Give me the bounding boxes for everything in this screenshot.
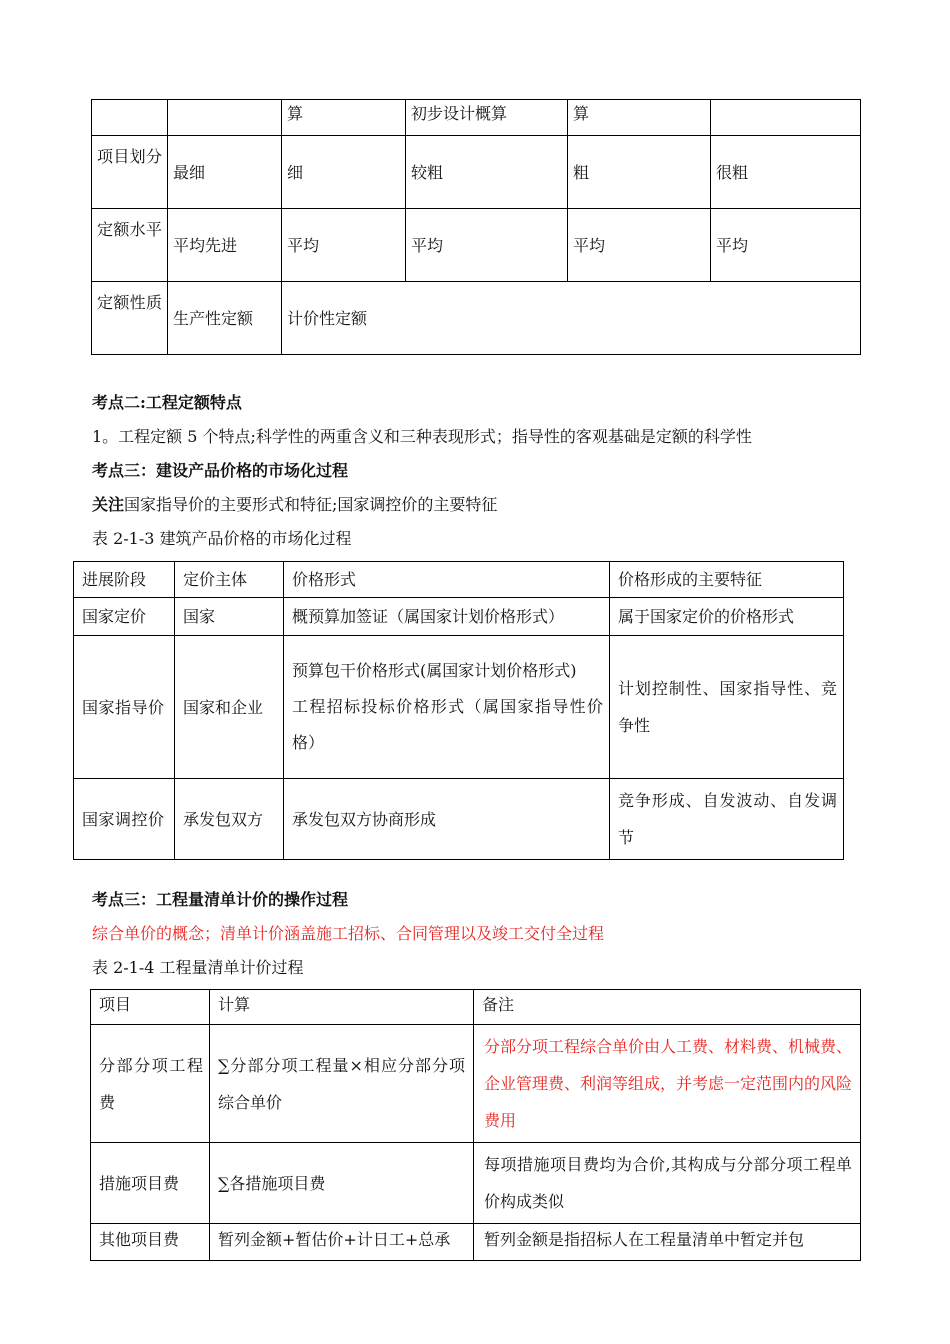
table-cell: 平均 [282,209,406,282]
bill-of-quantities-table [90,989,861,1261]
table-cell: 承发包双方协商形成 [284,779,610,860]
section-heading: 考点二:工程定额特点 [92,393,242,412]
paragraph: 1。工程定额 5 个特点;科学性的两重含义和三种表现形式；指导性的客观基础是定额的科学性 [92,427,752,446]
section-heading: 考点三：建设产品价格的市场化过程 [92,461,349,480]
column-header: 价格形式 [284,562,610,598]
table-row [74,598,844,636]
table-cell: 国家调控价 [74,779,175,860]
table-cell: 分部分项工程费 [91,1025,210,1143]
row-label: 定额水平 [92,209,168,282]
paragraph-text: 国家指导价的主要形式和特征;国家调控价的主要特征 [124,495,498,514]
quota-comparison-table [91,99,861,355]
table-row [91,1224,861,1261]
table-row [74,636,844,779]
table-cell: 平均先进 [168,209,282,282]
table-cell: 平均 [406,209,568,282]
section-heading: 考点三：工程量清单计价的操作过程 [92,890,349,909]
table-cell: 计划控制性、国家指导性、竞争性 [610,636,844,779]
table-cell: 国家 [175,598,284,636]
table-row [91,1025,861,1143]
table-cell: 较粗 [406,136,568,209]
table-cell: 初步设计概算 [406,100,568,136]
table-row [92,136,861,209]
table-cell: 计价性定额 [282,282,861,355]
table-header-row [91,990,861,1025]
table-cell: ∑各措施项目费 [210,1143,474,1224]
price-form-line: 预算包干价格形式(属国家计划价格形式) [292,661,577,680]
table-cell: 平均 [568,209,711,282]
row-label: 项目划分 [92,136,168,209]
table-cell: 最细 [168,136,282,209]
price-form-line: 工程招标投标价格形式（属国家指导性价格） [292,697,603,752]
table-cell: 粗 [568,136,711,209]
table-cell: 国家和企业 [175,636,284,779]
table-cell [284,636,610,779]
table-cell: 暂列金额是指招标人在工程量清单中暂定并包 [474,1224,861,1261]
column-header: 价格形成的主要特征 [610,562,844,598]
table-cell [92,100,168,136]
table-cell: ∑分部分项工程量×相应分部分项综合单价 [210,1025,474,1143]
table-cell [711,100,861,136]
paragraph [92,488,497,522]
table-header-row [74,562,844,598]
column-header: 定价主体 [175,562,284,598]
table-cell: 属于国家定价的价格形式 [610,598,844,636]
table-cell: 算 [282,100,406,136]
column-header: 项目 [91,990,210,1025]
table-cell: 细 [282,136,406,209]
emphasis-text: 关注 [92,495,125,514]
table-cell: 其他项目费 [91,1224,210,1261]
row-label: 定额性质 [92,282,168,355]
table-row [91,1143,861,1224]
table-cell: 分部分项工程综合单价由人工费、材料费、机械费、企业管理费、利润等组成，并考虑一定范围内的风险费用 [474,1025,861,1143]
column-header: 备注 [474,990,861,1025]
table-cell: 竞争形成、自发波动、自发调节 [610,779,844,860]
table-row [74,779,844,860]
table-cell [168,100,282,136]
highlight-text: 综合单价的概念；清单计价涵盖施工招标、合同管理以及竣工交付全过程 [92,924,605,943]
table-row [92,100,861,136]
table-caption: 表 2-1-4 工程量清单计价过程 [92,958,304,977]
table-cell: 国家指导价 [74,636,175,779]
table-cell: 每项措施项目费均为合价,其构成与分部分项工程单价构成类似 [474,1143,861,1224]
table-cell: 概预算加签证（属国家计划价格形式） [284,598,610,636]
column-header: 进展阶段 [74,562,175,598]
table-row [92,282,861,355]
price-market-table [73,561,844,860]
table-cell: 算 [568,100,711,136]
table-row [92,209,861,282]
table-cell: 暂列金额+暂估价+计日工+总承 [210,1224,474,1261]
table-cell: 承发包双方 [175,779,284,860]
table-cell: 措施项目费 [91,1143,210,1224]
table-cell: 平均 [711,209,861,282]
table-cell: 国家定价 [74,598,175,636]
table-cell: 生产性定额 [168,282,282,355]
table-cell: 很粗 [711,136,861,209]
column-header: 计算 [210,990,474,1025]
table-caption: 表 2-1-3 建筑产品价格的市场化过程 [92,529,352,548]
